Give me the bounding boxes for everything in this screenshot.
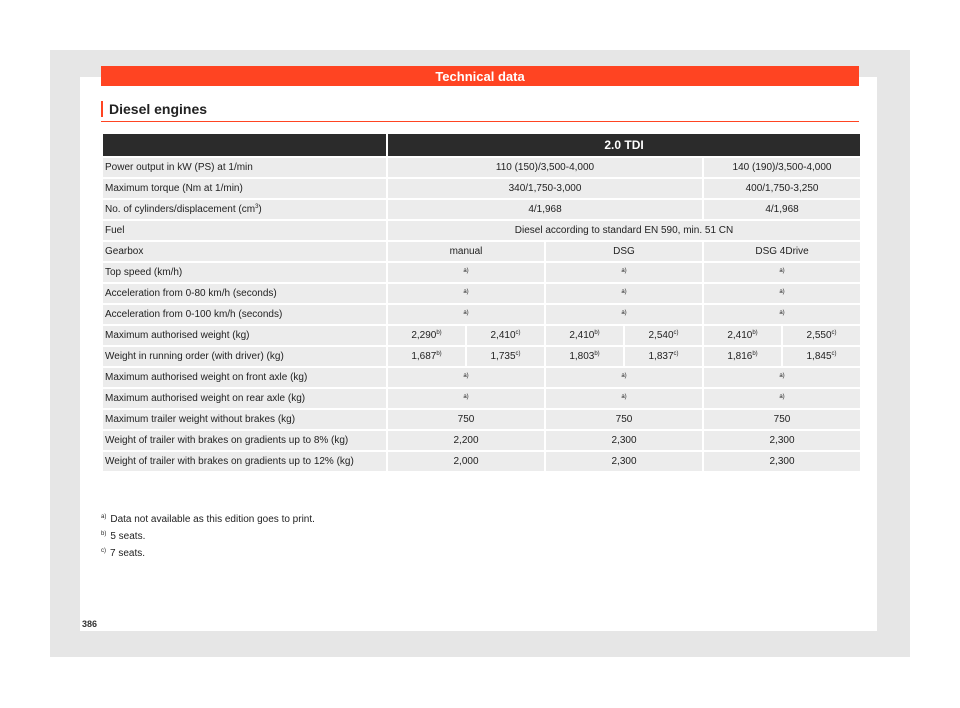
footnote-mark: a)	[463, 268, 469, 274]
row-label-text: No. of cylinders/displacement (cm	[105, 204, 256, 215]
footnote-mark: b)	[752, 351, 758, 357]
cell-value	[467, 326, 544, 345]
table-row	[103, 368, 860, 387]
footnote-mark: a)	[779, 394, 785, 400]
row-label: Maximum authorised weight on rear axle (kg)	[103, 389, 386, 408]
table-row	[103, 158, 860, 177]
footnote-mark: c)	[673, 330, 679, 336]
table-header-row	[103, 134, 860, 156]
engine-header: 2.0 TDI	[388, 134, 860, 156]
weight-value: 2,410	[569, 330, 595, 341]
cell-value: 4/1,968	[704, 200, 860, 219]
footnote-mark: b)	[436, 330, 442, 336]
footnote-mark: b)	[752, 330, 758, 336]
cell-value: 2,300	[704, 431, 860, 450]
row-label-sup: 3	[255, 204, 259, 210]
table-row	[103, 431, 860, 450]
table-row	[103, 200, 860, 219]
footnote-mark: a)	[463, 289, 469, 295]
cell-value: 110 (150)/3,500-4,000	[388, 158, 702, 177]
weight-value: 2,290	[411, 330, 437, 341]
chapter-title: Technical data	[435, 68, 525, 84]
table-row	[103, 452, 860, 471]
footnote-mark: c)	[515, 330, 521, 336]
row-label-text-end: )	[258, 204, 262, 215]
cell-value	[704, 326, 781, 345]
table-row	[103, 263, 860, 282]
cell-value	[388, 326, 465, 345]
row-label: Maximum authorised weight on front axle (kg)	[103, 368, 386, 387]
footnote-text: Data not available as this edition goes to print.	[110, 514, 315, 525]
cell-value: DSG	[546, 242, 702, 261]
cell-value	[783, 347, 860, 366]
row-label: Weight of trailer with brakes on gradients up to 12% (kg)	[103, 452, 386, 471]
weight-value: 1,845	[806, 351, 832, 362]
footnote-mark: b)	[101, 531, 107, 537]
cell-value: 2,000	[388, 452, 544, 471]
footnote-mark: b)	[594, 351, 600, 357]
cell-value	[388, 347, 465, 366]
weight-value: 1,803	[569, 351, 595, 362]
row-label: Acceleration from 0-80 km/h (seconds)	[103, 284, 386, 303]
weight-value: 2,540	[648, 330, 674, 341]
row-label: Weight in running order (with driver) (kg)	[103, 347, 386, 366]
cell-value: 140 (190)/3,500-4,000	[704, 158, 860, 177]
cell-value	[704, 347, 781, 366]
cell-value	[546, 326, 623, 345]
footnote-mark: c)	[831, 351, 837, 357]
weight-value: 1,837	[648, 351, 674, 362]
row-label: Acceleration from 0-100 km/h (seconds)	[103, 305, 386, 324]
footnote-mark: a)	[101, 514, 107, 520]
footnote-ref	[704, 389, 860, 408]
cell-value: 750	[388, 410, 544, 429]
cell-value: 4/1,968	[388, 200, 702, 219]
footnote-mark: b)	[594, 330, 600, 336]
cell-value: 2,300	[546, 452, 702, 471]
footnote-mark: c)	[673, 351, 679, 357]
footnote-mark: a)	[621, 310, 627, 316]
spec-table	[101, 132, 862, 473]
footnote-ref	[704, 263, 860, 282]
table-row	[103, 305, 860, 324]
cell-value: 2,200	[388, 431, 544, 450]
cell-value: 2,300	[704, 452, 860, 471]
weight-value: 2,550	[806, 330, 832, 341]
row-label: Maximum authorised weight (kg)	[103, 326, 386, 345]
footnote-ref	[388, 389, 544, 408]
heading-accent-bar	[101, 101, 103, 117]
footnote-item	[101, 544, 315, 561]
weight-value: 1,735	[490, 351, 516, 362]
footnote-ref	[704, 368, 860, 387]
footnote-mark: c)	[831, 330, 837, 336]
footnote-ref	[704, 284, 860, 303]
section-title: Diesel engines	[109, 101, 208, 117]
cell-value: Diesel according to standard EN 590, min. 51 CN	[388, 221, 860, 240]
table-row	[103, 410, 860, 429]
cell-value: 2,300	[546, 431, 702, 450]
footnote-mark: c)	[515, 351, 521, 357]
footnote-text: 5 seats.	[110, 531, 146, 542]
footnote-mark: a)	[621, 373, 627, 379]
footnote-mark: b)	[436, 351, 442, 357]
row-label: Maximum trailer weight without brakes (kg)	[103, 410, 386, 429]
row-label: Gearbox	[103, 242, 386, 261]
footnote-mark: a)	[779, 268, 785, 274]
section-heading	[101, 100, 859, 122]
row-label: Weight of trailer with brakes on gradients up to 8% (kg)	[103, 431, 386, 450]
cell-value	[625, 347, 702, 366]
header-blank-cell	[103, 134, 386, 156]
table-row	[103, 284, 860, 303]
footnote-mark: a)	[463, 394, 469, 400]
footnote-ref	[388, 263, 544, 282]
chapter-banner	[101, 66, 859, 86]
row-label: Top speed (km/h)	[103, 263, 386, 282]
cell-value: 750	[704, 410, 860, 429]
footnote-item	[101, 510, 315, 527]
weight-value: 2,410	[727, 330, 753, 341]
footnote-mark: a)	[779, 289, 785, 295]
cell-value	[625, 326, 702, 345]
weight-value: 1,687	[411, 351, 437, 362]
footnote-ref	[704, 305, 860, 324]
cell-value: 400/1,750-3,250	[704, 179, 860, 198]
table-row	[103, 242, 860, 261]
footnote-item	[101, 527, 315, 544]
footnote-ref	[546, 284, 702, 303]
footnote-ref	[388, 305, 544, 324]
row-label: Fuel	[103, 221, 386, 240]
footnote-ref	[546, 305, 702, 324]
page-number: 386	[82, 619, 98, 629]
footnote-ref	[546, 263, 702, 282]
cell-value: 750	[546, 410, 702, 429]
footnote-mark: c)	[101, 548, 106, 554]
footnote-ref	[546, 368, 702, 387]
footnote-mark: a)	[621, 268, 627, 274]
table-row	[103, 326, 860, 345]
table-row	[103, 179, 860, 198]
footnote-mark: a)	[463, 373, 469, 379]
table-row	[103, 347, 860, 366]
row-label: Power output in kW (PS) at 1/min	[103, 158, 386, 177]
cell-value	[546, 347, 623, 366]
footnote-ref	[388, 368, 544, 387]
footnote-mark: a)	[463, 310, 469, 316]
cell-value: 340/1,750-3,000	[388, 179, 702, 198]
table-row	[103, 389, 860, 408]
row-label	[103, 200, 386, 219]
cell-value	[467, 347, 544, 366]
cell-value: manual	[388, 242, 544, 261]
footnote-ref	[546, 389, 702, 408]
cell-value: DSG 4Drive	[704, 242, 860, 261]
footnote-ref	[388, 284, 544, 303]
cell-value	[783, 326, 860, 345]
footnote-mark: a)	[621, 394, 627, 400]
table-row	[103, 221, 860, 240]
footnote-mark: a)	[779, 310, 785, 316]
footnote-mark: a)	[621, 289, 627, 295]
footnotes	[101, 510, 315, 561]
weight-value: 2,410	[490, 330, 516, 341]
row-label: Maximum torque (Nm at 1/min)	[103, 179, 386, 198]
weight-value: 1,816	[727, 351, 753, 362]
footnote-text: 7 seats.	[110, 548, 146, 559]
footnote-mark: a)	[779, 373, 785, 379]
